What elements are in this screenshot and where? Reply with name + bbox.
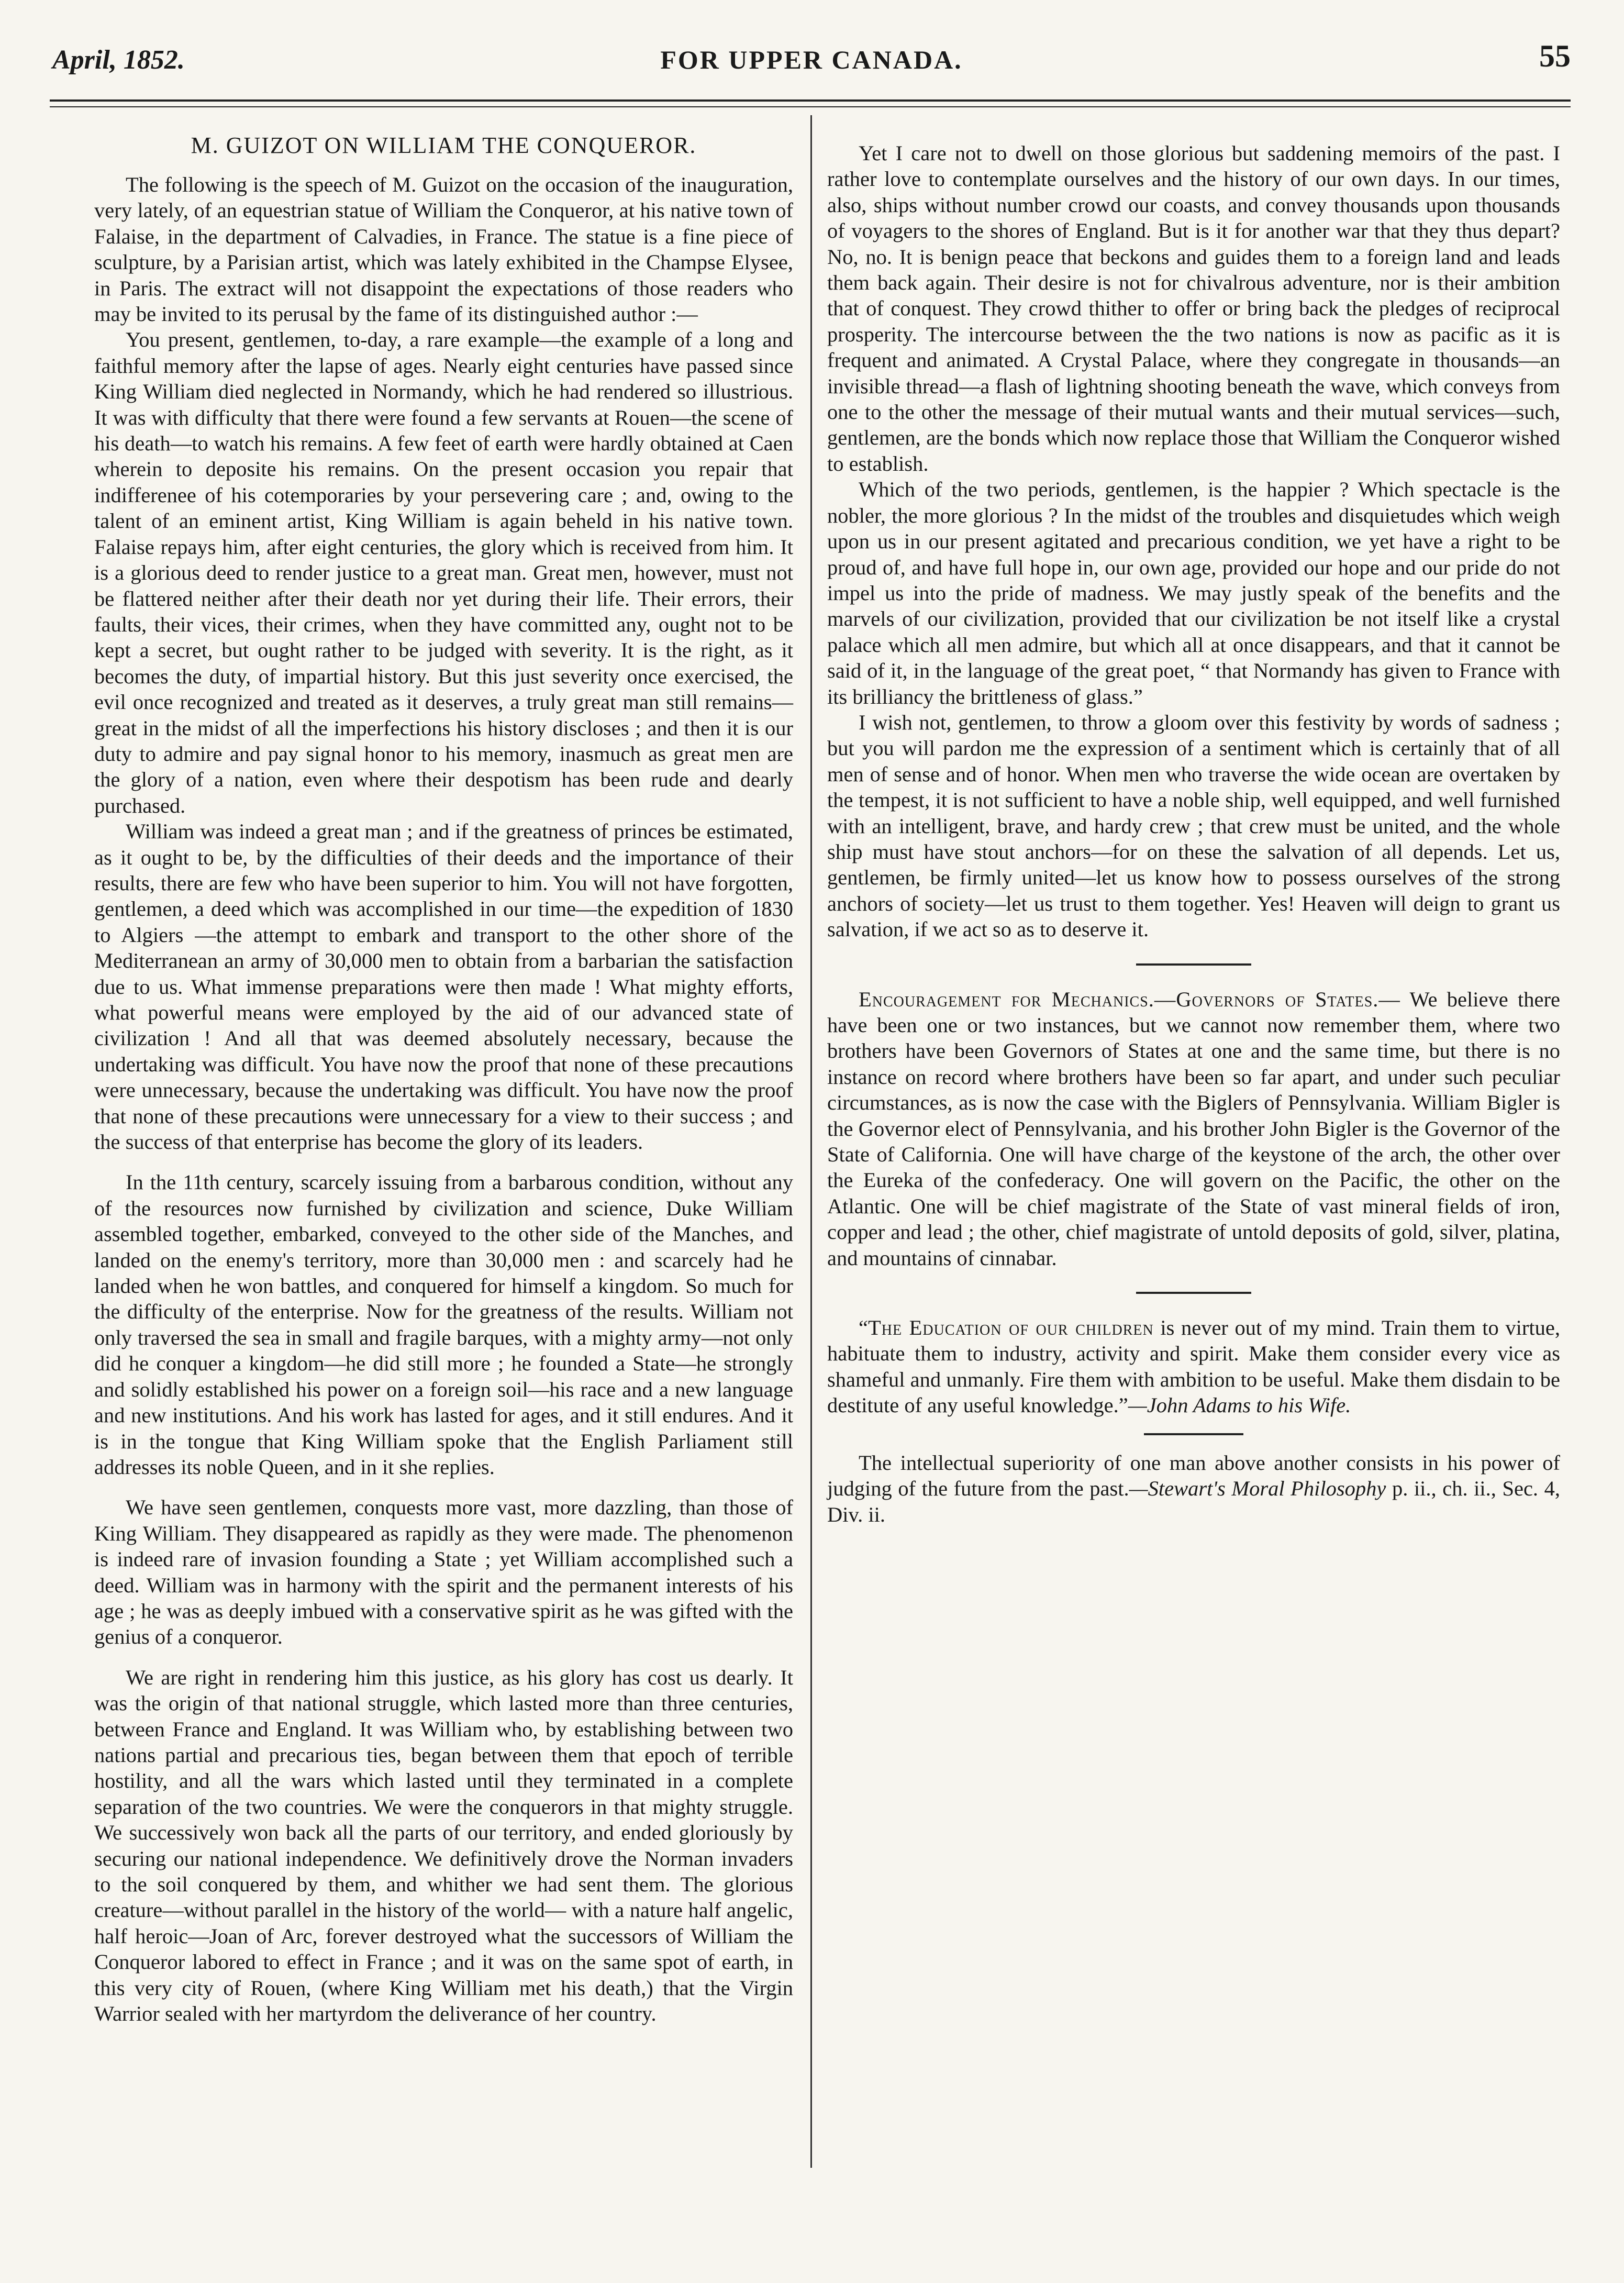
adams-quote-text: is never out of my mind. Train them to virtue, habituate them to industry, activity and spirit. Make them consider every vice as shameful and unmanly. Fire them with ambition to be useful. Make them disdain to be destitute of any useful knowledge.” <box>827 1316 1560 1417</box>
article-paragraph: You present, gentlemen, to-day, a rare example—the example of a long and faithful memory after the lapse of ages. Nearly eight centuries have passed since King William died neglected in Normandy, which he had rendered so illustrious. It was with difficulty that there were found a few servants at Rouen—the scene of his death—to watch his remains. A few feet of earth were hardly obtained at Caen wherein to deposite his remains. On the present occasion you repair that indifferenee of his cotemporaries by your persevering care ; and, owing to the talent of an eminent artist, King William is again beheld in his native town. Falaise repays him, after eight centuries, the glory which is received from him. It is a glorious deed to render justice to a great man. Great men, however, must not be flattered neither after their death nor yet during their life. Their errors, their faults, their vices, their crimes, when they have committed any, ought not to be kept a secret, but ought rather to be judged with severity. It is the right, as it becomes the duty, of impartial history. But this just severity once exercised, the evil once recognized and treated as it deserves, a truly great man still remains—great in the midst of all the imperfections his history discloses ; and then it is our duty to admire and pay signal honor to his memory, inasmuch as great men are the glory of a nation, even where their despotism has been rude and dearly purchased. <box>94 328 793 817</box>
mechanics-item <box>827 987 1560 1271</box>
left-column <box>94 126 793 2026</box>
column-divider <box>810 115 812 2168</box>
article-paragraph: We have seen gentlemen, conquests more vast, more dazzling, than those of King William. They disappeared as rapidly as they were made. The phenomenon is indeed rare of invasion founding a State ; yet William accomplished such a deed. William was in harmony with the spirit and the permanent interests of his age ; he was as deeply imbued with a conservative spirit as he was gifted with the genius of a conqueror. <box>94 1495 793 1649</box>
adams-quote-attribution: —John Adams to his Wife. <box>1128 1393 1351 1417</box>
right-column <box>827 126 1560 1527</box>
article-title: M. GUIZOT ON WILLIAM THE CONQUEROR. <box>191 132 697 158</box>
header-running-title: FOR UPPER CANADA. <box>660 45 963 74</box>
stewart-quote-text: The intellectual superiority of one man above another consists in his power of judging of the future from the past. <box>827 1450 1560 1501</box>
adams-quote-open: “ <box>859 1316 868 1340</box>
article-paragraph: Which of the two periods, gentlemen, is the happier ? Which spectacle is the nobler, the more glorious ? In the midst of the troubles and disquietudes which weigh upon us in our present agitated and precarious condition, we yet have a right to be proud of, and have full hope in, our own age, provided our hope and our pride do not impel us into the pride of madness. We may justly speak of the benefits and the marvels of our civilization, provided that our civilization be not itself like a crystal palace which all men admire, but which all at once disappears, and that it cannot be said of it, in the language of the great poet, “ that Normandy has given to France with its brilliancy the brittleness of glass.” <box>827 478 1560 708</box>
section-divider <box>1136 963 1251 966</box>
section-divider <box>1136 1292 1251 1294</box>
page-header <box>52 39 1571 86</box>
adams-quote-lead: The Education of our children <box>867 1316 1154 1340</box>
article-paragraph: William was indeed a great man ; and if the greatness of princes be estimated, as it ought to be, by the difficulties of their deeds and the importance of their results, there are few who have been superior to him. You will not have forgotten, gentlemen, a deed which was accomplished in our time—the expedition of 1830 to Algiers —the attempt to embark and transport to the other shore of the Mediterranean an army of 30,000 men to obtain from a barbarian the satisfaction due to us. What immense preparations were then made ! What mighty efforts, what powerful means were employed by the aid of our advanced state of civilization ! And all that was deemed absolutely necessary, because the undertaking was difficult. You have now the proof that none of these precautions were unnecessary, because the undertaking was difficult. You have now the proof that none of these precautions were unnecessary for a view to their success ; and the success of that enterprise has become the glory of its leaders. <box>94 819 793 1154</box>
mechanics-heading: Encouragement for Mechanics.—Governors of States.— <box>859 987 1400 1011</box>
mechanics-text: We believe there have been one or two instances, but we cannot now remember them, where two brothers have been Governors of States at one and the same time, but there is no instance on record where brothers have been so far apart, and under such peculiar circumstances, as is now the case with the Biglers of Pennsylvania. William Bigler is the Governor elect of Pennsylvania, and his brother John Bigler is the Governor of the State of California. One will have charge of the keystone of the arch, the other over the Eureka of the confederacy. One will govern on the Pacific, the other on the Atlantic. One will be chief magistrate of the State of vast mineral fields of iron, copper and lead ; the other, chief magistrate of untold deposits of gold, silver, platina, and mountains of cinnabar. <box>827 987 1560 1270</box>
article-paragraph-intro: The following is the speech of M. Guizot on the occasion of the inauguration, very lately, of an equestrian statue of William the Conqueror, at his native town of Falaise, in the department of Calvadies, in France. The statue is a fine piece of sculpture, by a Parisian artist, which was lately exhibited in the Champse Elysee, in Paris. The extract will not disappoint the expectations of those readers who may be invited to its perusal by the fame of its distinguished author :— <box>94 173 793 326</box>
stewart-quote-reference: p. ii., ch. ii., Sec. 4, Div. ii. <box>827 1477 1560 1526</box>
adams-quote <box>827 1315 1560 1418</box>
article-paragraph: I wish not, gentlemen, to throw a gloom over this festivity by words of sadness ; but you will pardon me the expression of a sentiment which is certainly that of all men of sense and of honor. When men who traverse the wide ocean are overtaken by the tempest, it is not sufficient to have a noble ship, well equipped, and well furnished with an intelligent, brave, and hardy crew ; that crew must be united, and the whole ship must have stout anchors—for on these the salvation of all depends. Let us, gentlemen, be firmly united—let us know how to possess ourselves of the strong anchors of society—let us trust to them together. Yes! Heaven will deign to grant us salvation, if we act so as to deserve it. <box>827 710 1560 941</box>
article-paragraph: In the 11th century, scarcely issuing from a barbarous condition, without any of the resources now furnished by civilization and science, Duke William assembled together, embarked, conveyed to the other side of the Manches, and landed on the enemy's territory, more than 30,000 men : and scarcely had he landed when he won battles, and conquered for himself a kingdom. So much for the difficulty of the enterprise. Now for the greatness of the results. William not only traversed the sea in small and fragile barques, with a mighty army—not only did he conquer a kingdom—he did still more ; he founded a State—he strongly and solidly established his power on a foreign soil—his race and a new language and new institutions. And his work has lasted for ages, and it still endures. And it is in the tongue that King William spoke that the English Parliament still addresses its noble Queen, and in it she replies. <box>94 1170 793 1479</box>
article-paragraph: Yet I care not to dwell on those glorious but saddening memoirs of the past. I rather love to contemplate ourselves and the history of our own days. In our times, also, ships without number crowd our coasts, and convey thousands upon thousands of voyagers to the shores of England. But is it for another war that they thus depart? No, no. It is benign peace that beckons and guides them to a foreign land and leads them back again. Their desire is not for chivalrous adventure, nor is their ambition that of conquest. They crowd thither to offer or bring back the pledges of reciprocal prosperity. The intercourse between the the two nations is now as pacific as it is frequent and animated. A Crystal Palace, where they congregate in thousands—an invisible thread—a flash of lightning shooting beneath the wave, which conveys from one to the other the message of their mutual wants and their mutual services—such, gentlemen, are the bonds which now replace those that William the Conqueror wished to establish. <box>827 141 1560 475</box>
header-rule-thick <box>50 99 1571 102</box>
page-number: 55 <box>1539 39 1571 73</box>
header-date: April, 1852. <box>52 45 185 75</box>
stewart-quote <box>827 1450 1560 1527</box>
article-paragraph-continued: We are right in rendering him this justice, as his glory has cost us dearly. It was the origin of that national struggle, which lasted more than three centuries, between France and England. It was William who, by establishing between two nations partial and precarious ties, began between them that epoch of terrible hostility, and all the wars which lasted until they terminated in a complete separation of the two countries. We were the conquerors in that mighty struggle. We successively won back all the parts of our territory, and ended gloriously by securing our national independence. We definitively drove the Norman invaders to the soil conquered by them, and whither we had sent them. The glorious creature—without parallel in the history of the world— with a nature half angelic, half heroic—Joan of Arc, forever destroyed what the successors of William the Conqueror labored to effect in France ; and it was on the same spot of earth, in this very city of Rouen, (where King William met his death,) that the Virgin Warrior sealed with her martyrdom the deliverance of her country. <box>94 1665 793 2026</box>
stewart-quote-attribution: —Stewart's Moral Philosophy <box>1129 1477 1386 1501</box>
header-rule-thin <box>50 106 1571 107</box>
section-divider <box>1144 1433 1243 1435</box>
